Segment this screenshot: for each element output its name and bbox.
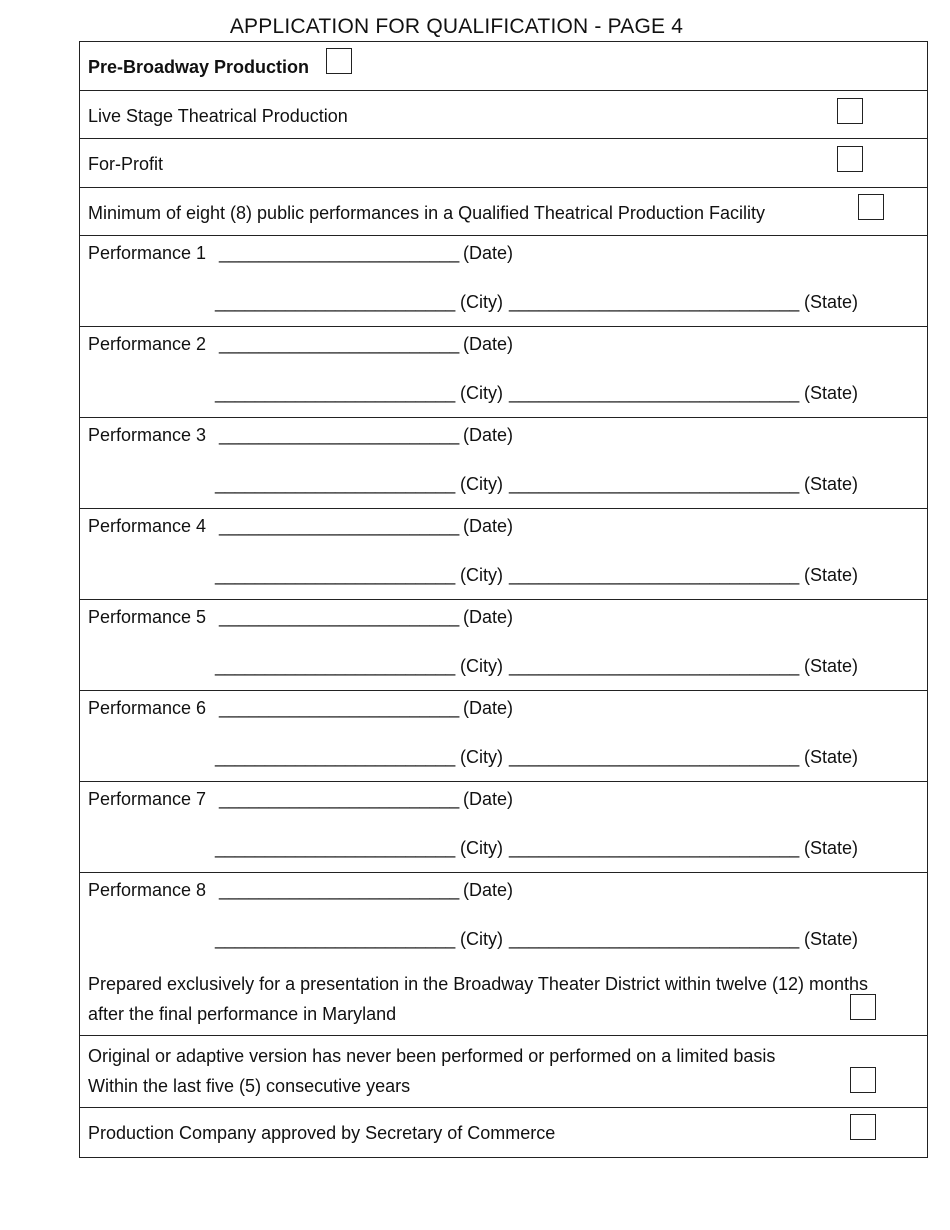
performance-row [80, 236, 927, 327]
state-input[interactable]: _____________________________ [509, 838, 800, 858]
minimum-performances-label: Minimum of eight (8) public performances in a Qualified Theatrical Production Facility [88, 202, 765, 223]
date-field-label: (Date) [463, 243, 514, 263]
state-input[interactable]: _____________________________ [509, 565, 800, 585]
performance-row [80, 327, 927, 418]
live-stage-checkbox[interactable] [837, 98, 863, 124]
city-field-label: (City) [460, 838, 503, 858]
city-input[interactable]: ________________________ [215, 474, 456, 494]
date-field-label: (Date) [463, 516, 514, 536]
state-field-label: (State) [804, 474, 859, 494]
city-field-label: (City) [460, 292, 503, 312]
city-field-label: (City) [460, 474, 503, 494]
performance-row [80, 418, 927, 509]
state-field-label: (State) [804, 656, 859, 676]
production-company-label: Production Company approved by Secretary of Commerce [88, 1123, 556, 1143]
state-field-label: (State) [804, 747, 859, 767]
state-input[interactable]: _____________________________ [509, 474, 800, 494]
date-field-label: (Date) [463, 880, 514, 900]
date-field-label: (Date) [463, 334, 514, 354]
performance-label: Performance 5 [88, 607, 207, 627]
for-profit-row [80, 139, 927, 188]
performance-row [80, 691, 927, 782]
city-input[interactable]: ________________________ [215, 838, 456, 858]
city-input[interactable]: ________________________ [215, 383, 456, 403]
for-profit-checkbox[interactable] [837, 146, 863, 172]
pre-broadway-label: Pre-Broadway Production [88, 57, 310, 77]
city-field-label: (City) [460, 383, 503, 403]
performance-row [80, 873, 927, 964]
state-input[interactable]: _____________________________ [509, 747, 800, 767]
performance-label: Performance 7 [88, 789, 207, 809]
date-field-label: (Date) [463, 607, 514, 627]
state-input[interactable]: _____________________________ [509, 929, 800, 949]
city-input[interactable]: ________________________ [215, 656, 456, 676]
prepared-exclusively-line2: after the final performance in Maryland [88, 1004, 397, 1024]
prepared-exclusively-line1: Prepared exclusively for a presentation in the Broadway Theater District within twelve (12) months [88, 974, 869, 994]
state-field-label: (State) [804, 565, 859, 585]
state-field-label: (State) [804, 383, 859, 403]
production-company-row [80, 1108, 927, 1157]
original-version-line2: Within the last five (5) consecutive years [88, 1076, 411, 1096]
date-input[interactable]: ________________________ [219, 243, 460, 263]
qualification-form [79, 41, 928, 1158]
city-input[interactable]: ________________________ [215, 292, 456, 312]
minimum-performances-checkbox[interactable] [858, 194, 884, 220]
date-input[interactable]: ________________________ [219, 516, 460, 536]
original-version-row [80, 1036, 927, 1108]
original-version-line1: Original or adaptive version has never been performed or performed on a limited basis [88, 1046, 776, 1066]
state-field-label: (State) [804, 929, 859, 949]
performance-label: Performance 8 [88, 880, 207, 900]
pre-broadway-checkbox[interactable] [326, 48, 352, 74]
performance-label: Performance 2 [88, 334, 207, 354]
state-input[interactable]: _____________________________ [509, 292, 800, 312]
date-field-label: (Date) [463, 425, 514, 445]
live-stage-label: Live Stage Theatrical Production [88, 105, 348, 126]
city-input[interactable]: ________________________ [215, 929, 456, 949]
date-input[interactable]: ________________________ [219, 789, 460, 809]
state-input[interactable]: _____________________________ [509, 383, 800, 403]
state-field-label: (State) [804, 838, 859, 858]
performance-row [80, 600, 927, 691]
live-stage-row [80, 91, 927, 140]
production-company-checkbox[interactable] [850, 1114, 876, 1140]
page-title: APPLICATION FOR QUALIFICATION - PAGE 4 [229, 15, 684, 38]
state-input[interactable]: _____________________________ [509, 656, 800, 676]
pre-broadway-row [80, 42, 927, 91]
original-version-checkbox[interactable] [850, 1067, 876, 1093]
prepared-exclusively-row [80, 964, 927, 1036]
performance-label: Performance 4 [88, 516, 207, 536]
for-profit-label: For-Profit [88, 154, 164, 174]
performance-label: Performance 1 [88, 243, 207, 263]
city-field-label: (City) [460, 747, 503, 767]
prepared-exclusively-checkbox[interactable] [850, 994, 876, 1020]
city-field-label: (City) [460, 656, 503, 676]
city-input[interactable]: ________________________ [215, 565, 456, 585]
city-field-label: (City) [460, 929, 503, 949]
date-input[interactable]: ________________________ [219, 425, 460, 445]
city-input[interactable]: ________________________ [215, 747, 456, 767]
date-input[interactable]: ________________________ [219, 880, 460, 900]
date-input[interactable]: ________________________ [219, 334, 460, 354]
minimum-performances-row [80, 188, 927, 237]
date-input[interactable]: ________________________ [219, 607, 460, 627]
date-field-label: (Date) [463, 789, 514, 809]
date-input[interactable]: ________________________ [219, 698, 460, 718]
performance-label: Performance 3 [88, 425, 207, 445]
performance-label: Performance 6 [88, 698, 207, 718]
performance-row [80, 509, 927, 600]
city-field-label: (City) [460, 565, 503, 585]
state-field-label: (State) [804, 292, 859, 312]
date-field-label: (Date) [463, 698, 514, 718]
performance-row [80, 782, 927, 873]
